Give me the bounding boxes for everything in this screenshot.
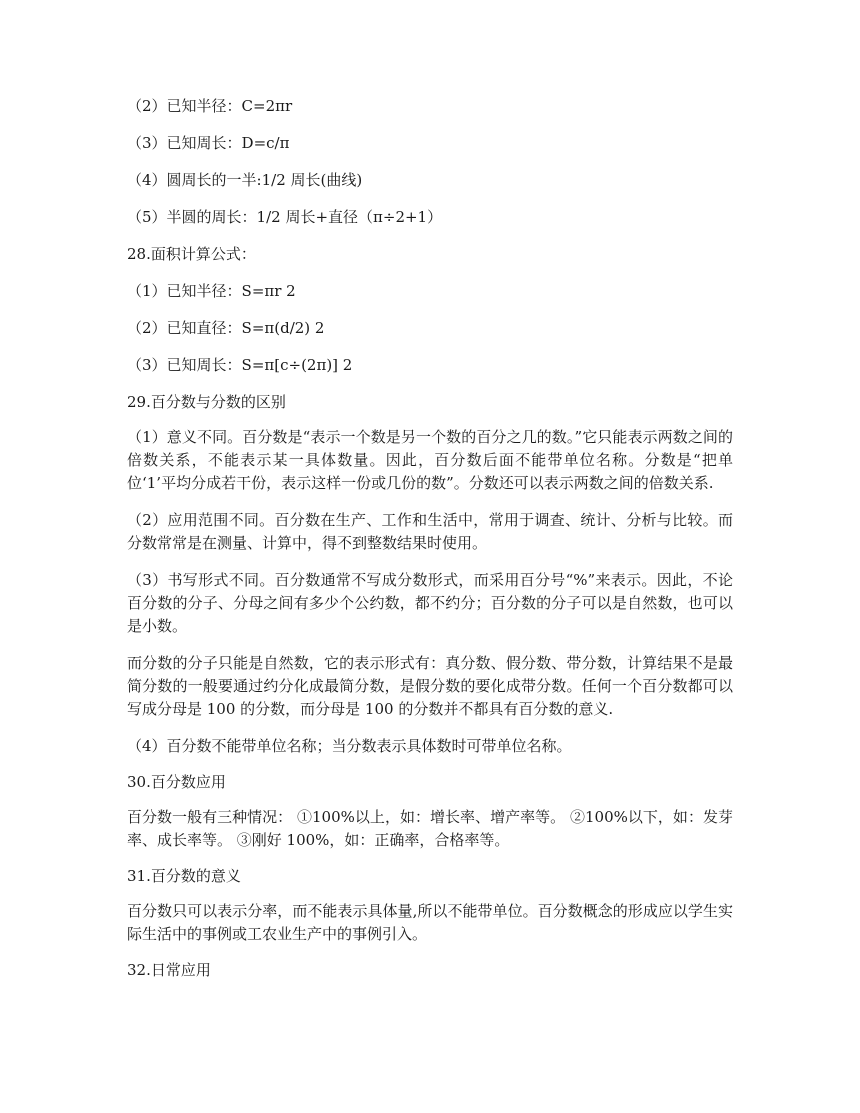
formula-line: （3）已知周长：D=c/π [127,134,290,152]
section-heading-31: 31.百分数的意义 [127,867,241,885]
formula-line: （2）已知直径：S=π(d/2) 2 [127,319,325,337]
paragraph: （1）意义不同。百分数是“表示一个数是另一个数的百分之几的数。”它只能表示两数之间的倍数关系，不能表示某一具体数量。因此，百分数后面不能带单位名称。分数是“把单位‘1’平均分成若干份，表示这样一份或几份的数”。分数还可以表示两数之间的倍数关系. [127,428,733,492]
paragraph: 而分数的分子只能是自然数，它的表示形式有：真分数、假分数、带分数，计算结果不是最简分数的一般要通过约分化成最简分数，是假分数的要化成带分数。任何一个百分数都可以写成分母是 100 的分数，而分母是 100 的分数并不都具有百分数的意义. [127,654,733,718]
formula-line: （3）已知周长：S=π[c÷(2π)] 2 [127,356,353,374]
formula-line: （5）半圆的周长：1/2 周长+直径（π÷2+1） [127,208,443,226]
paragraph: 百分数一般有三种情况： ①100%以上，如：增长率、增产率等。 ②100%以下，如：发芽率、成长率等。 ③刚好 100%，如：正确率，合格率等。 [127,808,733,849]
formula-line: （4）圆周长的一半:1/2 周长(曲线) [127,171,363,189]
paragraph: （3）书写形式不同。百分数通常不写成分数形式，而采用百分号“%”来表示。因此，不论百分数的分子、分母之间有多少个公约数，都不约分；百分数的分子可以是自然数，也可以是小数。 [127,571,733,635]
paragraph: （4）百分数不能带单位名称；当分数表示具体数时可带单位名称。 [127,737,572,755]
formula-line: （2）已知半径：C=2πr [127,97,293,115]
document-page [127,96,733,980]
section-heading-28: 28.面积计算公式： [127,245,256,263]
section-heading-32: 32.日常应用 [127,961,211,979]
formula-line: （1）已知半径：S=πr 2 [127,282,296,300]
section-heading-30: 30.百分数应用 [127,773,226,791]
paragraph: 百分数只可以表示分率，而不能表示具体量,所以不能带单位。百分数概念的形成应以学生实际生活中的事例或工农业生产中的事例引入。 [127,902,733,943]
paragraph: （2）应用范围不同。百分数在生产、工作和生活中，常用于调查、统计、分析与比较。而分数常常是在测量、计算中，得不到整数结果时使用。 [127,511,733,552]
section-heading-29: 29.百分数与分数的区别 [127,393,286,411]
